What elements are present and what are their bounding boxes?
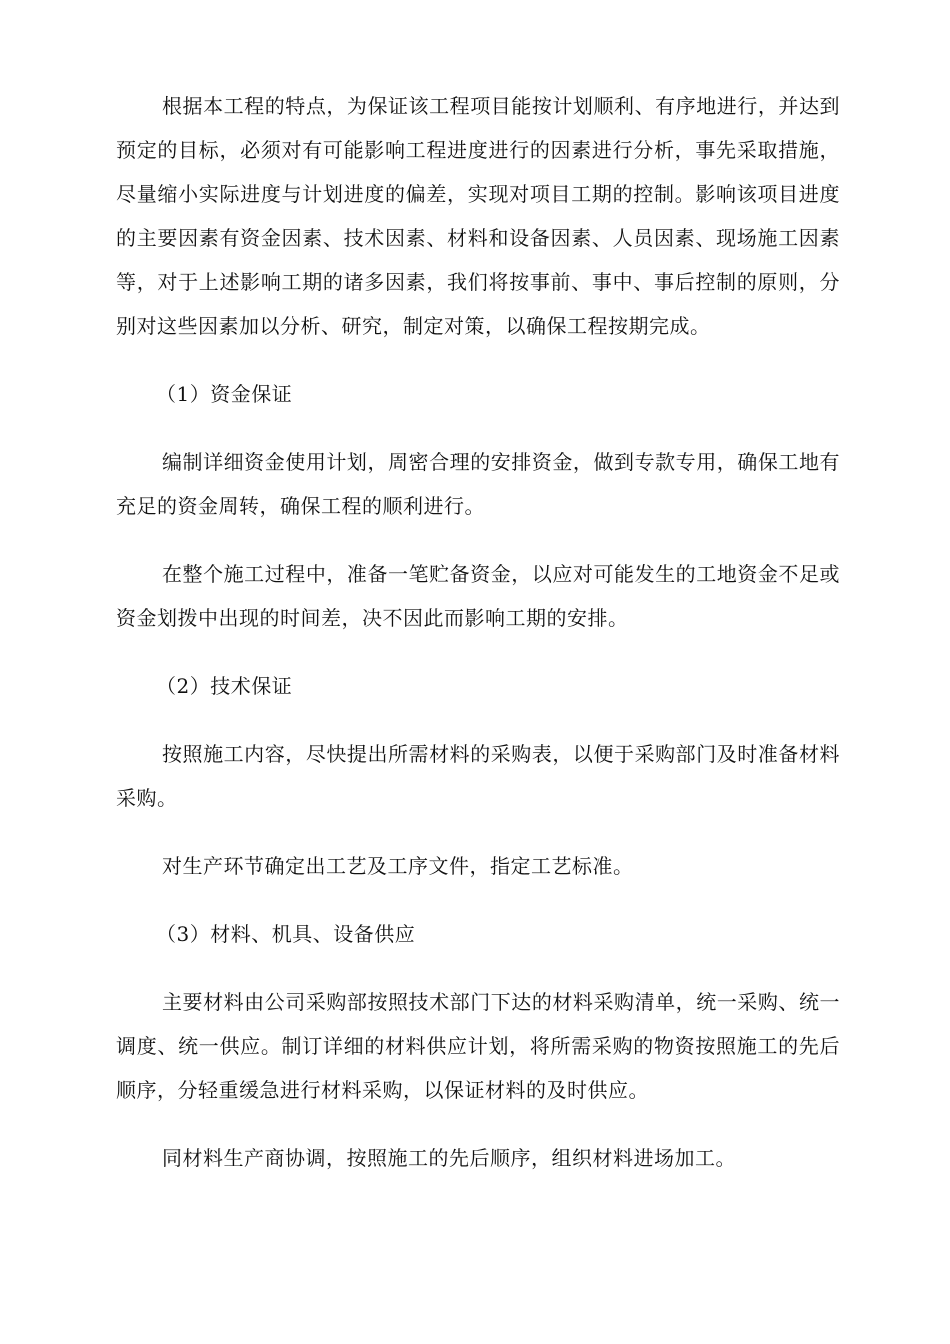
paragraph-funding-reserve: 在整个施工过程中，准备一笔贮备资金，以应对可能发生的工地资金不足或资金划拨中出现的时间差，决不因此而影响工期的安排。 bbox=[116, 562, 840, 630]
paragraph-technical-process: 对生产环节确定出工艺及工序文件，指定工艺标准。 bbox=[162, 854, 634, 878]
section-heading-funding: （1）资金保证 bbox=[156, 382, 293, 406]
paragraph-spacer bbox=[116, 416, 840, 440]
paragraph-intro: 根据本工程的特点，为保证该工程项目能按计划顺利、有序地进行，并达到预定的目标，必须对有可能影响工程进度进行的因素进行分析，事先采取措施，尽量缩小实际进度与计划进度的偏差，实现对项目工期的控制。影响该项目进度的主要因素有资金因素、技术因素、材料和设备因素、人员因素、现场施工因素等，对于上述影响工期的诸多因素，我们将按事前、事中、事后控制的原则，分别对这些因素加以分析、研究，制定对策，以确保工程按期完成。 bbox=[116, 94, 840, 338]
paragraph-funding-plan: 编制详细资金使用计划，周密合理的安排资金，做到专款专用，确保工地有充足的资金周转，确保工程的顺利进行。 bbox=[116, 450, 840, 518]
paragraph-materials-supply: 主要材料由公司采购部按照技术部门下达的材料采购清单，统一采购、统一调度、统一供应。制订详细的材料供应计划，将所需采购的物资按照施工的先后顺序，分轻重缓急进行材料采购，以保证材料的及时供应。 bbox=[116, 990, 840, 1102]
paragraph-spacer bbox=[116, 956, 840, 980]
paragraph-spacer bbox=[116, 888, 840, 912]
paragraph-materials-coordination: 同材料生产商协调，按照施工的先后顺序，组织材料进场加工。 bbox=[162, 1146, 736, 1170]
paragraph-technical-purchase: 按照施工内容，尽快提出所需材料的采购表，以便于采购部门及时准备材料采购。 bbox=[116, 742, 840, 810]
document-body bbox=[116, 84, 840, 1180]
section-heading-technical: （2）技术保证 bbox=[156, 674, 293, 698]
paragraph-spacer bbox=[116, 528, 840, 552]
section-heading-materials: （3）材料、机具、设备供应 bbox=[156, 922, 416, 946]
paragraph-spacer bbox=[116, 708, 840, 732]
paragraph-spacer bbox=[116, 820, 840, 844]
paragraph-spacer bbox=[116, 1112, 840, 1136]
paragraph-spacer bbox=[116, 640, 840, 664]
paragraph-spacer bbox=[116, 348, 840, 372]
